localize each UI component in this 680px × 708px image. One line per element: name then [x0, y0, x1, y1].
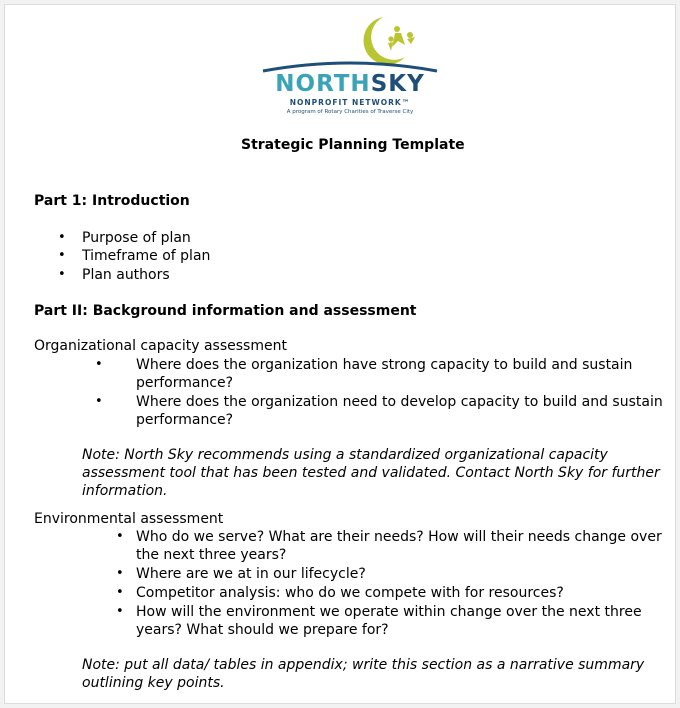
logo-word-north: NORTH	[275, 71, 371, 97]
star-figures	[388, 26, 415, 51]
bullet-icon: •	[116, 529, 124, 544]
bullet-icon: •	[58, 248, 66, 263]
part1-item: Plan authors	[82, 267, 170, 283]
env-note: Note: put all data/ tables in appendix; write this section as a narrative summary	[82, 657, 645, 673]
org-note: information.	[82, 483, 168, 499]
part1-item: Purpose of plan	[82, 230, 191, 246]
document-page	[4, 4, 676, 704]
env-question: Who do we serve? What are their needs? How will their needs change over	[136, 529, 662, 545]
bullet-icon: •	[95, 357, 103, 372]
document-title: Strategic Planning Template	[241, 137, 465, 153]
part1-heading: Part 1: Introduction	[34, 193, 190, 209]
org-question: performance?	[136, 412, 234, 428]
env-assessment-heading: Environmental assessment	[34, 511, 224, 527]
env-note: outlining key points.	[82, 675, 225, 691]
org-question: Where does the organization need to develop capacity to build and sustain	[136, 394, 663, 410]
bullet-icon: •	[116, 566, 124, 581]
org-assessment-heading: Organizational capacity assessment	[34, 338, 287, 354]
bullet-icon: •	[95, 394, 103, 409]
part1-item: Timeframe of plan	[82, 248, 211, 264]
bullet-icon: •	[116, 604, 124, 619]
env-question: years? What should we prepare for?	[136, 622, 389, 638]
logo-subtitle: NONPROFIT NETWORK™	[289, 98, 411, 107]
logo-word-sky: SKY	[370, 71, 425, 97]
horizon-arc	[263, 63, 437, 71]
env-question: How will the environment we operate within change over the next three	[136, 604, 642, 620]
bullet-icon: •	[116, 585, 124, 600]
org-note: assessment tool that has been tested and validated. Contact North Sky for further	[82, 465, 660, 481]
org-question: Where does the organization have strong capacity to build and sustain	[136, 357, 633, 373]
bullet-icon: •	[58, 230, 66, 245]
env-question: the next three years?	[136, 547, 287, 563]
org-question: performance?	[136, 375, 234, 391]
logo-tagline: A program of Rotary Charities of Traverse City	[286, 109, 414, 115]
env-question: Where are we at in our lifecycle?	[136, 566, 366, 582]
org-note: Note: North Sky recommends using a standardized organizational capacity	[82, 447, 608, 463]
bullet-icon: •	[58, 267, 66, 282]
northsky-logo	[255, 11, 445, 123]
part2-heading: Part II: Background information and assessment	[34, 303, 417, 319]
env-question: Competitor analysis: who do we compete with for resources?	[136, 585, 564, 601]
logo-wordmark	[255, 71, 445, 97]
